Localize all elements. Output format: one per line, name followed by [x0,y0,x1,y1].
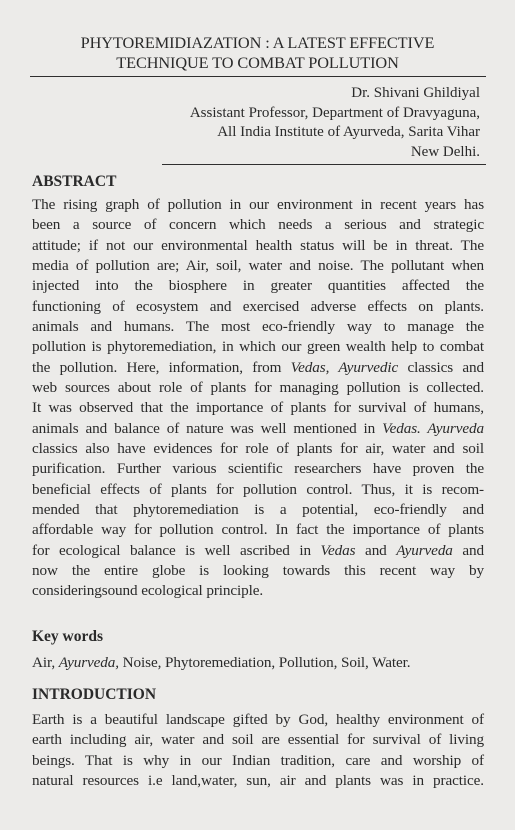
abstract-line: animals and balance of nature was well mentioned in Vedas. Ayurveda [32,419,484,437]
abstract-line: beneficial effects of plants for pollution control. Thus, it is recom- [32,480,484,498]
introduction-text [32,710,484,791]
abstract-line: injected into the biosphere in greater quantities affected the [32,277,484,295]
keywords-text: Air, Ayurveda, Noise, Phytoremediation, Pollution, Soil, Water. [32,654,411,671]
abstract-line: been a source of concern which needs a serious and strategic [32,216,484,234]
author-position: Assistant Professor, Department of Dravyaguna, [189,104,480,121]
title-rule [30,76,486,77]
abstract-line: The rising graph of pollution in our environment in recent years has [32,196,484,213]
keywords-heading: Key words [32,628,104,645]
abstract-line: consideringsound ecological principle. [32,582,264,600]
abstract-line: animals and humans. The most eco-friendly way to manage the [32,317,484,335]
abstract-line: mended that phytoremediation is a potential, eco-friendly and [32,500,484,518]
paper-title [30,33,485,73]
introduction-line: earth including air, water and soil are essential for survival of living [32,731,484,749]
abstract-line: for ecological balance is well ascribed in Vedas and Ayurveda and [32,541,485,559]
abstract-line: media of pollution are; Air, soil, water and noise. The pollutant when [32,256,484,274]
title-line-1: PHYTOREMIDIAZATION : A LATEST EFFECTIVE [80,33,435,52]
abstract-line: purification. Further various scientific researchers have proven the [32,460,484,478]
author-rule [162,164,486,165]
abstract-line: affordable way for pollution control. In fact the importance of plants [32,521,484,539]
introduction-line: beings. That is why in our Indian tradition, care and worship of [32,751,484,769]
abstract-line: pollution is phytoremediation, in which our green wealth help to combat [32,338,484,356]
abstract-line: classics also have evidences for role of plants for air, water and soil [32,439,484,457]
author-city: New Delhi. [410,143,480,160]
introduction-heading: INTRODUCTION [32,686,157,703]
abstract-line: the pollution. Here, information, from Vedas, Ayurvedic classics and [32,358,484,376]
introduction-line: natural resources i.e land,water, sun, air and plants was in practice. [32,771,484,789]
author-name: Dr. Shivani Ghildiyal [351,85,480,101]
abstract-line: functioning of ecosystem and exercised adverse effects on plants. [32,297,484,315]
abstract-heading: ABSTRACT [32,173,117,190]
author-institute: All India Institute of Ayurveda, Sarita Vihar [217,124,480,140]
abstract-line: It was observed that the importance of plants for survival of humans, [32,399,484,417]
abstract-text [32,195,484,602]
abstract-line: web sources about role of plants for managing pollution is collected. [32,378,484,396]
abstract-line: now the entire globe is looking towards this recent way by [32,561,484,579]
author-block [190,84,480,162]
introduction-line: Earth is a beautiful landscape gifted by God, healthy environment of [32,711,484,728]
title-line-2: TECHNIQUE TO COMBAT POLLUTION [116,53,399,72]
abstract-line: attitude; if not our environmental health status will be in threat. The [32,236,484,254]
